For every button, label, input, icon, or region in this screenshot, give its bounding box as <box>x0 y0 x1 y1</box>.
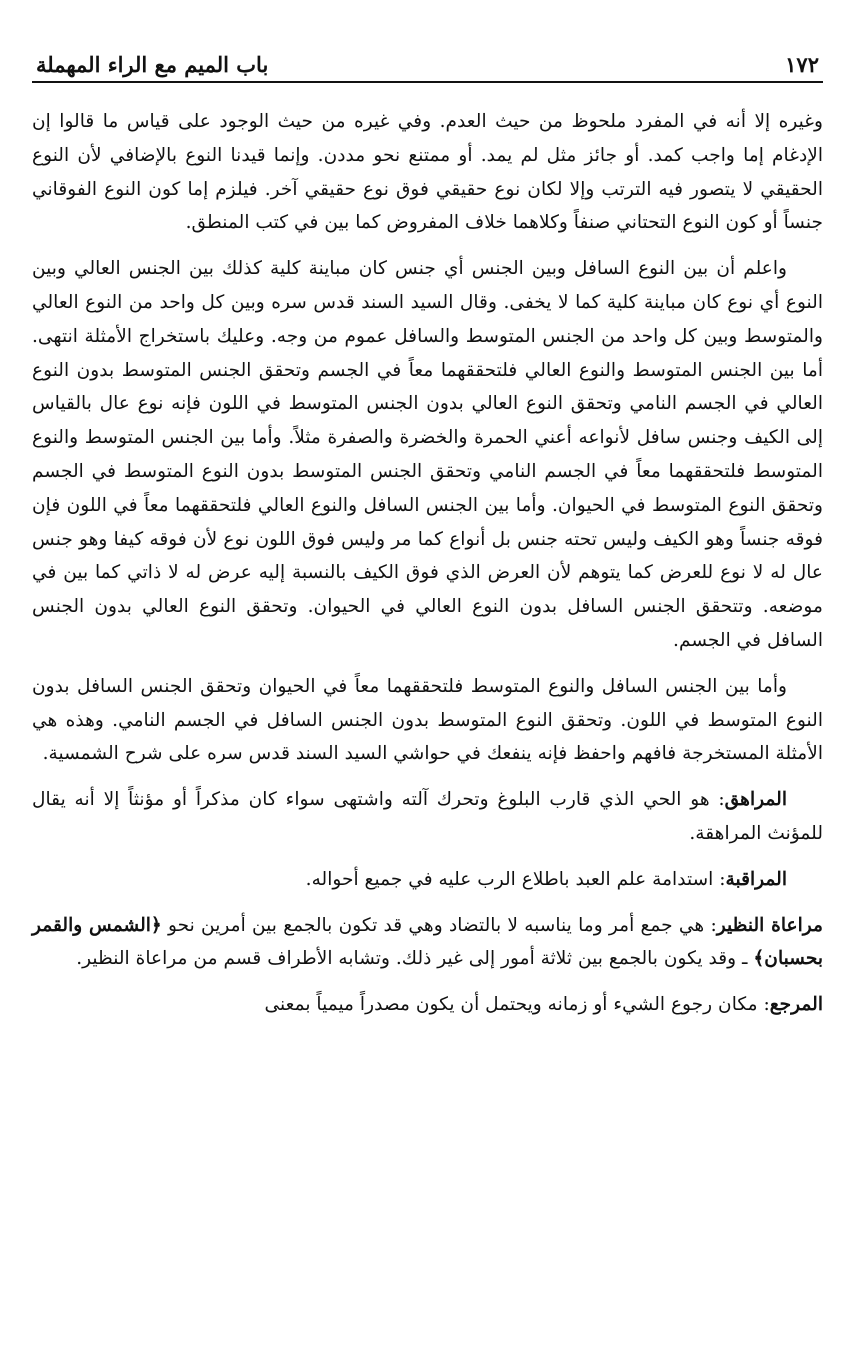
entry-term: المرجع <box>769 994 823 1016</box>
paragraph: وأما بين الجنس السافل والنوع المتوسط فلتحققهما معاً في الحيوان وتحقق الجنس السافل بدون النوع المتوسط في اللون. وتحقق النوع المتوسط بدون الجنس السافل في الجسم النامي. وهذه هي الأمثلة المستخرجة فافهم واحفظ فإنه ينفعك في حواشي السيد السند قدس سره على شرح الشمسية. <box>32 675 823 765</box>
glossary-entry <box>32 783 823 851</box>
quran-quote: ﴿الشمس والقمر بحسبان﴾ <box>32 914 823 970</box>
entry-definition: : مكان رجوع الشيء أو زمانه ويحتمل أن يكون مصدراً ميمياً بمعنى <box>264 994 770 1016</box>
page-header <box>32 52 823 83</box>
page-content <box>32 105 823 1022</box>
entry-definition: : هو الحي الذي قارب البلوغ وتحرك آلته واشتهى سواء كان مذكراً أو مؤنثاً إلا أنه يقال للمؤنث المراهقة. <box>32 789 823 844</box>
paragraph: واعلم أن بين النوع السافل وبين الجنس أي جنس كان مباينة كلية كذلك بين الجنس العالي وبين النوع أي نوع كان مباينة كلية كما لا يخفى. وقال السيد السند قدس سره وبين كل واحد من النوع العالي والمتوسط وبين كل واحد من الجنس المتوسط والسافل عموم من وجه. وعليك باستخراج الأمثلة انتهى. أما بين الجنس المتوسط والنوع العالي فلتحققهما معاً في الجسم وتحقق الجنس المتوسط بدون النوع العالي في الجسم النامي وتحقق النوع العالي بدون الجنس المتوسط في اللون فإنه نوع عال بالقياس إلى الكيف وجنس سافل لأنواعه أعني الحمرة والخضرة والصفرة مثلاً. وأما بين الجنس المتوسط والنوع المتوسط فلتحققهما معاً في الجسم النامي وتحقق الجنس المتوسط بدون النوع المتوسط في الجسم وتحقق النوع المتوسط في الحيوان. وأما بين الجنس السافل والنوع العالي فلتحققهما معاً في اللون فإن فوقه جنساً وهو الكيف وليس تحته جنس بل أنواع كما مر وليس فوق اللون نوع لأن فوقه كيفا وهو جنس عال له لا نوع للعرض كما يتوهم لأن العرض الذي فوق الكيف بالنسبة إليه عرض له لا ذاتي كما بين في موضعه. وتتحقق الجنس السافل بدون النوع العالي في الحيوان. وتحقق النوع العالي بدون الجنس السافل في الجسم. <box>32 258 823 651</box>
chapter-title: باب الميم مع الراء المهملة <box>36 52 269 77</box>
entry-definition-continued: ـ وقد يكون بالجمع بين ثلاثة أمور إلى غير ذلك. وتشابه الأطراف قسم من مراعاة النظير. <box>76 948 754 970</box>
page-number: ١٧٢ <box>785 52 819 77</box>
glossary-entry <box>32 909 823 977</box>
entry-definition: : هي جمع أمر وما يناسبه لا بالتضاد وهي قد تكون بالجمع بين أمرين نحو <box>161 914 717 936</box>
entry-term: مراعاة النظير <box>716 914 823 936</box>
entry-term: المراهق <box>724 789 787 811</box>
glossary-entry <box>32 863 823 897</box>
paragraph: وغيره إلا أنه في المفرد ملحوظ من حيث العدم. وفي غيره من حيث الوجود على قياس ما قالوا إن الإدغام إما واجب كمد. أو جائز مثل لم يمد. أو ممتنع نحو مددن. وإنما قيدنا النوع بالإضافي لأن النوع الحقيقي لا يتصور فيه الترتب وإلا لكان نوع حقيقي فوق نوع حقيقي آخر. فيلزم إما كون النوع الفوقاني جنساً أو كون النوع التحتاني صنفاً وكلاهما خلاف المفروض كما بين في كتب المنطق. <box>32 111 823 234</box>
entry-definition: : استدامة علم العبد باطلاع الرب عليه في جميع أحواله. <box>305 868 726 890</box>
entry-term: المراقبة <box>725 868 787 890</box>
glossary-entry <box>32 988 823 1022</box>
